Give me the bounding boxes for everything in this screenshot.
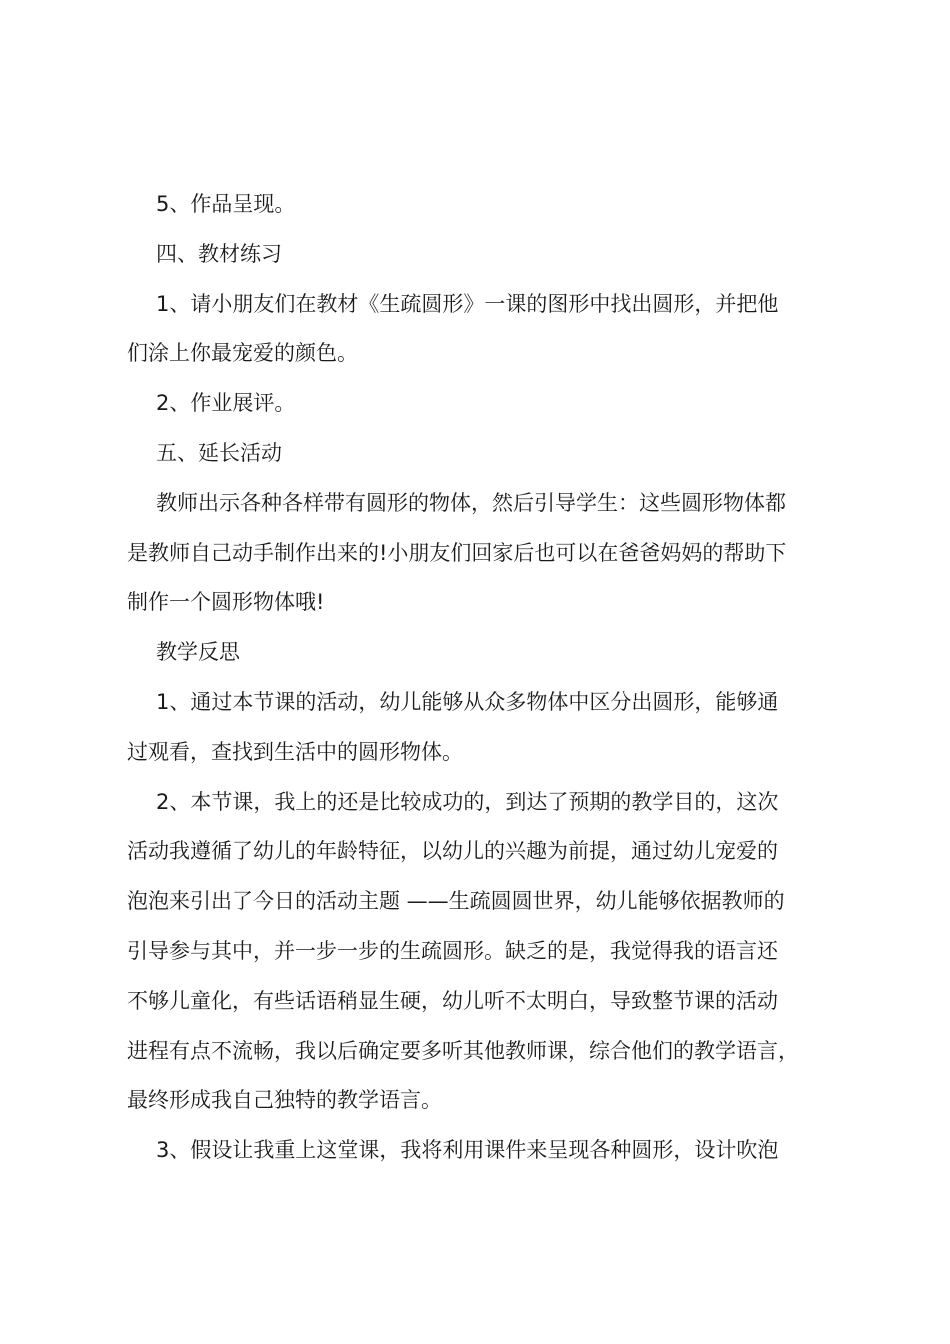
paragraph-line: 是教师自己动手制作出来的!小朋友们回家后也可以在爸爸妈妈的帮助下 [127, 540, 787, 565]
paragraph-line: 制作一个圆形物体哦! [127, 590, 325, 615]
paragraph-line: 不够儿童化，有些话语稍显生硬，幼儿听不太明白，导致整节课的活动 [127, 988, 778, 1013]
paragraph-line: 2、本节课，我上的还是比较成功的，到达了预期的教学目的，这次 [156, 789, 779, 814]
section-heading-reflection: 教学反思 [156, 640, 240, 665]
paragraph-line: 最终形成我自己独特的教学语言。 [127, 1088, 442, 1113]
paragraph-line: 进程有点不流畅，我以后确定要多听其他教师课，综合他们的教学语言， [127, 1038, 799, 1063]
paragraph-line: 教师出示各种各样带有圆形的物体，然后引导学生：这些圆形物体都 [156, 490, 786, 515]
list-item-5: 5、作品呈现。 [156, 192, 296, 216]
paragraph-line: 3、假设让我重上这堂课，我将利用课件来呈现各种圆形，设计吹泡 [156, 1138, 779, 1163]
paragraph-line: 1、通过本节课的活动，幼儿能够从众多物体中区分出圆形，能够通 [156, 689, 779, 714]
section-heading-4: 四、教材练习 [156, 241, 282, 266]
paragraph-line: 引导参与其中，并一步一步的生疏圆形。缺乏的是，我觉得我的语言还 [127, 938, 778, 963]
paragraph-line: 过观看，查找到生活中的圆形物体。 [127, 739, 463, 764]
document-body [127, 180, 847, 1176]
list-item-2: 2、作业展评。 [156, 391, 296, 416]
section-heading-5: 五、延长活动 [156, 440, 282, 465]
paragraph-line: 1、请小朋友们在教材《生疏圆形》一课的图形中找出圆形，并把他 [156, 291, 779, 316]
paragraph-line: 活动我遵循了幼儿的年龄特征，以幼儿的兴趣为前提，通过幼儿宠爱的 [127, 839, 778, 864]
paragraph-line: 泡泡来引出了今日的活动主题 ——生疏圆圆世界，幼儿能够依据教师的 [127, 889, 785, 914]
paragraph-line: 们涂上你最宠爱的颜色。 [127, 341, 358, 366]
